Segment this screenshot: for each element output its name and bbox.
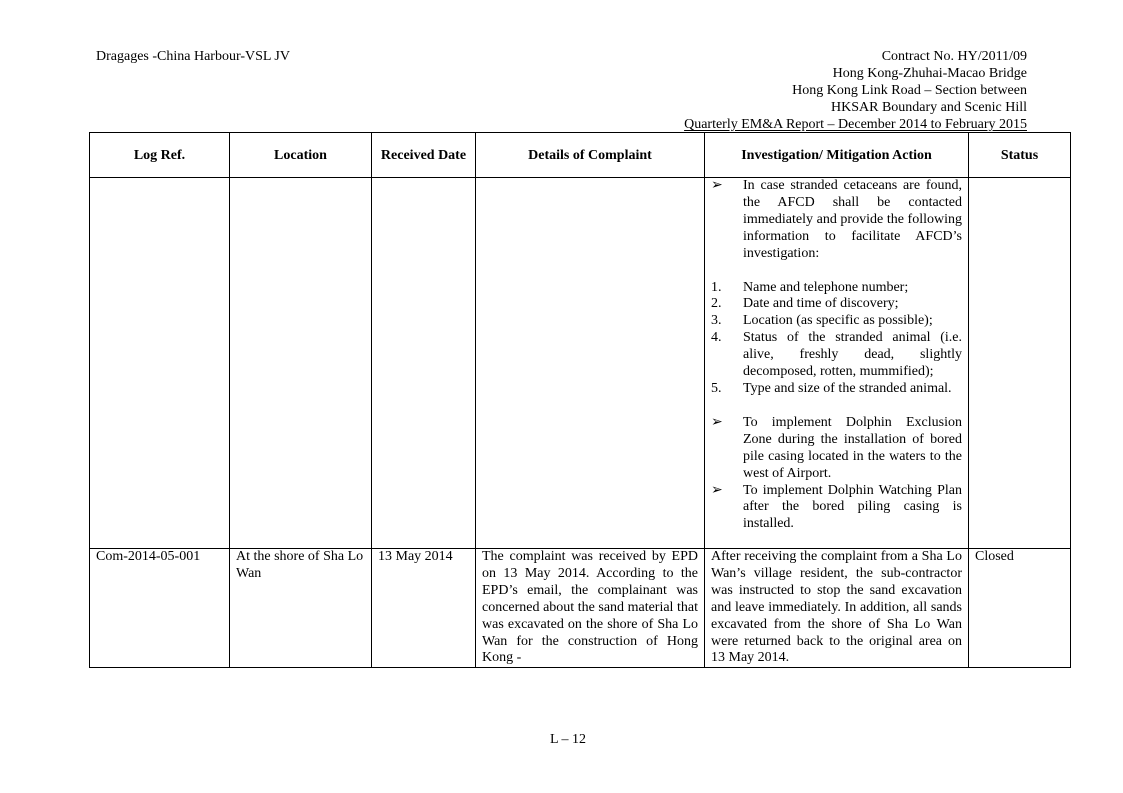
table-row (90, 549, 1071, 668)
bullet-item (711, 415, 962, 483)
item-number: 4. (711, 330, 722, 346)
col-header-received-date: Received Date (372, 133, 476, 178)
section-name-line1: Hong Kong Link Road – Section between (792, 83, 1027, 98)
arrow-bullet-icon: ➢ (711, 482, 723, 498)
numbered-item (711, 280, 962, 297)
contract-number: Contract No. HY/2011/09 (881, 49, 1027, 64)
bullet-text: To implement Dolphin Watching Plan after the bored piling casing is installed. (743, 482, 962, 532)
cell-received-date (372, 178, 476, 549)
arrow-bullet-icon: ➢ (711, 414, 723, 430)
cell-location (230, 178, 372, 549)
report-title: Quarterly EM&A Report – December 2014 to February 2015 (684, 117, 1027, 132)
cell-action (705, 178, 969, 549)
numbered-item (711, 381, 962, 398)
cell-log-ref (90, 178, 230, 549)
bullet-item (711, 483, 962, 534)
col-header-log-ref: Log Ref. (90, 133, 230, 178)
cell-log-ref: Com-2014-05-001 (90, 549, 230, 668)
cell-received-date: 13 May 2014 (372, 549, 476, 668)
col-header-details: Details of Complaint (476, 133, 705, 178)
cell-location: At the shore of Sha Lo Wan (230, 549, 372, 668)
cell-action: After receiving the complaint from a Sha Lo Wan’s village resident, the sub-contractor was instructed to stop the sand excavation and leave immediately. In addition, all sands excavated from the shore of Sha Lo Wan were returned back to the original area on 13 May 2014. (705, 549, 969, 668)
item-number: 2. (711, 296, 722, 312)
numbered-item (711, 296, 962, 313)
item-number: 3. (711, 313, 722, 329)
cell-details: The complaint was received by EPD on 13 May 2014. According to the EPD’s email, the complainant was concerned about the sand material that was excavated on the shore of Sha Lo Wan for the construction of Hong Kong - (476, 549, 705, 668)
item-number: 5. (711, 380, 722, 396)
cell-status (969, 178, 1071, 549)
page-number: L – 12 (550, 732, 587, 747)
bullet-text: In case stranded cetaceans are found, the AFCD shall be contacted immediately and provide the following information to facilitate AFCD’s investigation: (743, 178, 962, 261)
item-text: Type and size of the stranded animal. (743, 380, 952, 396)
bullet-item (711, 178, 962, 263)
col-header-action: Investigation/ Mitigation Action (705, 133, 969, 178)
table-row (90, 178, 1071, 549)
item-text: Date and time of discovery; (743, 296, 899, 312)
item-text: Location (as specific as possible); (743, 313, 933, 329)
arrow-bullet-icon: ➢ (711, 178, 723, 193)
complaint-log-table (89, 132, 1071, 668)
cell-details (476, 178, 705, 549)
report-header (684, 48, 1027, 133)
section-name-line2: HKSAR Boundary and Scenic Hill (831, 100, 1027, 115)
numbered-item (711, 330, 962, 381)
cell-status: Closed (969, 549, 1071, 668)
col-header-status: Status (969, 133, 1071, 178)
item-text: Name and telephone number; (743, 279, 909, 295)
contractor-name: Dragages -China Harbour-VSL JV (96, 49, 290, 64)
table-header-row (90, 133, 1071, 178)
numbered-item (711, 313, 962, 330)
col-header-location: Location (230, 133, 372, 178)
item-number: 1. (711, 279, 722, 295)
bullet-text: To implement Dolphin Exclusion Zone during the installation of bored pile casing located in the waters to the west of Airport. (743, 414, 962, 481)
item-text: Status of the stranded animal (i.e. alive, freshly dead, slightly decomposed, rotten, mummified); (743, 330, 962, 380)
project-name: Hong Kong-Zhuhai-Macao Bridge (832, 66, 1027, 81)
